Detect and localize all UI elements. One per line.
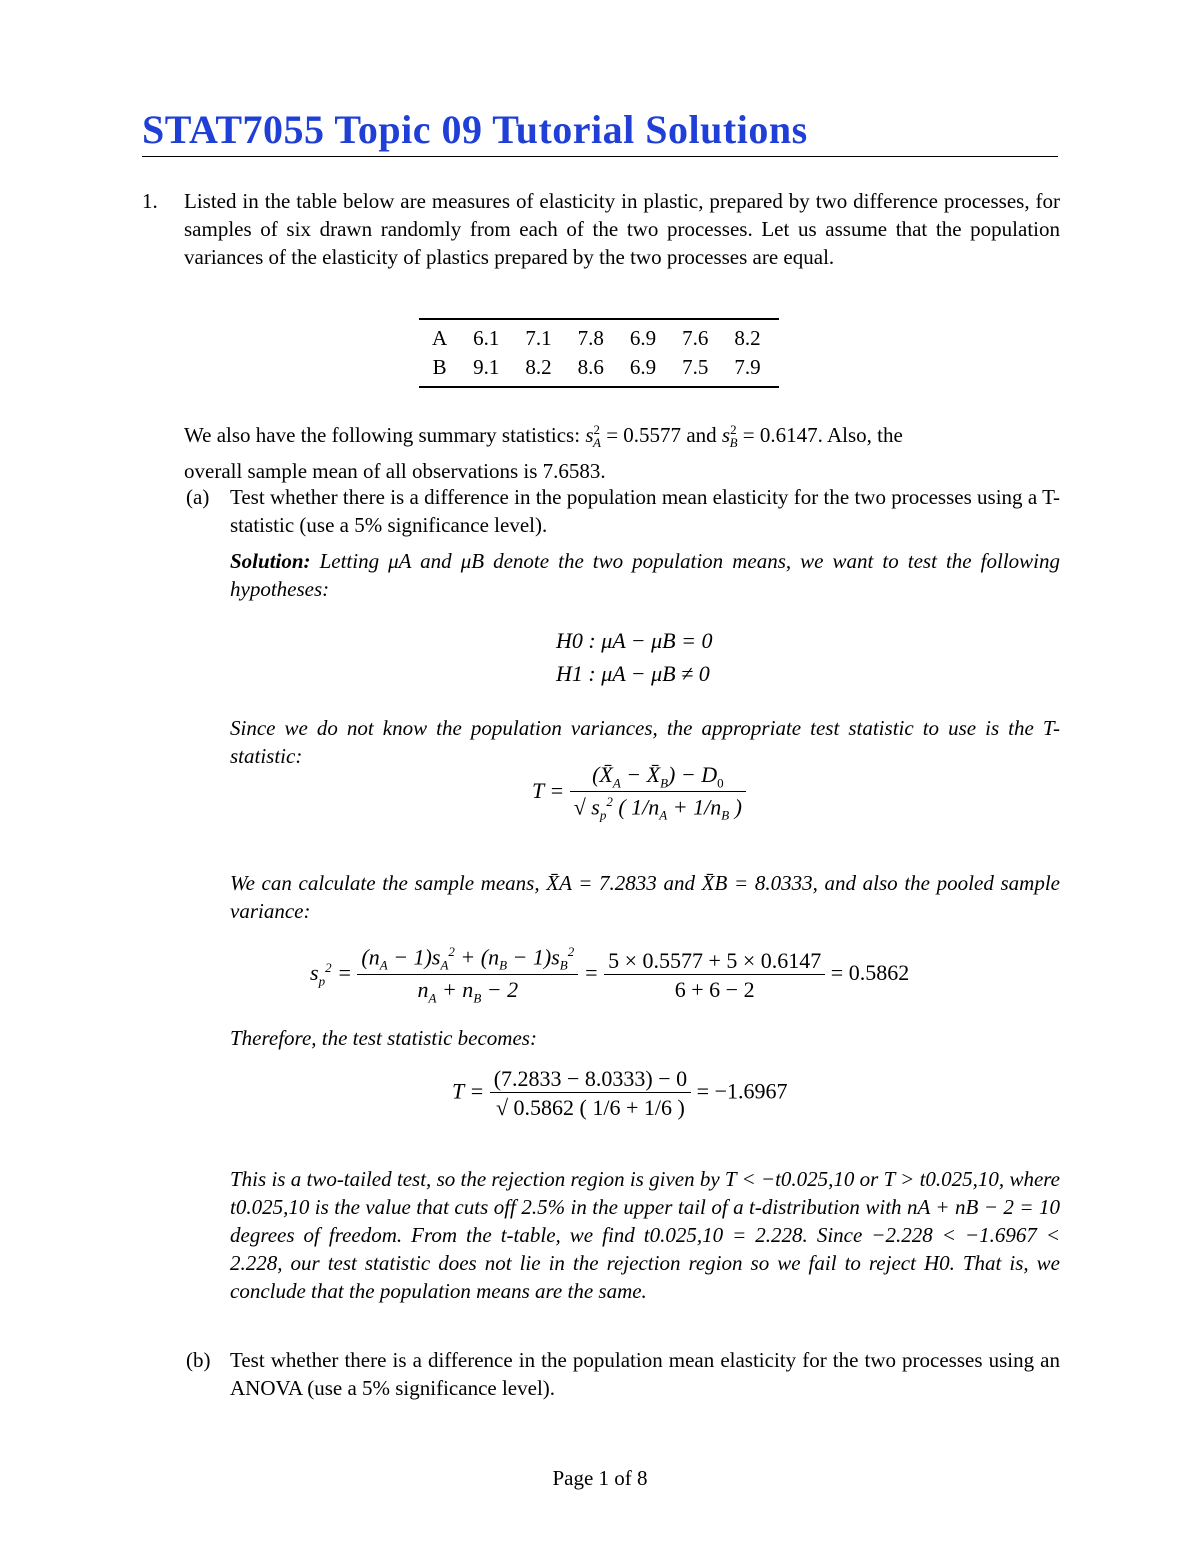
solution-intro: Solution: Letting μA and μB denote the two population means, we want to test the following hypotheses: [230,549,1061,601]
part-b-label: (b) [186,1348,211,1372]
table-top-rule [419,318,779,320]
cell: 8.6 [577,355,604,379]
summary-statistics: We also have the following summary statistics: $s^2_A = 0.5577$ and $s^2_B = 0.6147$. Also, the overall sample mean of all observations is 7.6583. [184,422,903,484]
part-a-label: (a) [186,485,210,509]
elasticity-table [419,324,774,382]
table-row [419,324,774,353]
table-row [419,353,774,382]
cell: 7.6 [682,326,709,350]
row-label: B [432,355,447,379]
page-title: STAT7055 Topic 09 Tutorial Solutions [142,107,808,152]
row-label: A [432,326,448,350]
cell: 7.8 [577,326,604,350]
cell: 8.2 [734,326,761,350]
cell: 7.9 [734,355,761,379]
cell: 6.9 [629,355,657,379]
solution-label: Solution: [230,549,311,573]
table-bottom-rule [419,386,779,388]
title-rule [142,156,1058,157]
cell: 9.1 [473,355,500,379]
part-b-question: Test whether there is a difference in the population mean elasticity for the two processes using an ANOVA (use a 5% significance level). [230,1348,1060,1400]
cell: 8.2 [525,355,552,379]
cell: 7.1 [525,326,552,350]
page-number: Page 1 of 8 [552,1466,648,1490]
conclusion-text: This is a two-tailed test, so the rejection region is given by T < −t0.025,10 or T > t0.025,10, where t0.025,10 is the value that cuts off 2.5% in the upper tail of a t-distribution with nA + nB − 2 = 10 degrees of freedom. From the t-table, we find t0.025,10 = 2.228. Since −2.228 < −1.6967 < 2.228, our test statistic does not lie in the rejection region so we fail to reject H0. That is, we conclude that the population means are the same. [230,1167,1060,1303]
pooled-variance-formula: $s_p^2$ = $\frac{(n_A - 1)s_A^2 + (n_B - 1)s_B^2}{n_A + n_B - 2}$ = $\frac{5 \times 0.5577 + 5 \times 0.6147}{6 + 6 - 2}$ = 0.5862 [310,944,910,1006]
cell: 6.9 [629,326,657,350]
question-number: 1. [142,189,158,213]
hypothesis-h0: H0 : μA − μB = 0 [556,628,713,653]
calc-text: We can calculate the sample means, X̄A = 7.2833 and X̄B = 8.0333, and also the pooled sample variance: [230,871,1060,923]
question-intro: Listed in the table below are measures of elasticity in plastic, prepared by two difference processes, for samples of six drawn randomly from each of the two processes. Let us assume that the population variances of the elasticity of plastics prepared by the two processes are equal. [184,189,1060,269]
hypothesis-h1: H1 : μA − μB ≠ 0 [556,661,710,686]
cell: 7.5 [682,355,709,379]
cell: 6.1 [473,326,500,350]
part-a-question: Test whether there is a difference in the population mean elasticity for the two processes using a T-statistic (use a 5% significance level). [230,485,1060,537]
t-statistic-value: T = $\frac{(7.2833 - 8.0333) - 0}{√ 0.5862 ( 1/6 + 1/6 )}$ = −1.6967 [452,1066,788,1120]
therefore-text: Therefore, the test statistic becomes: [230,1026,537,1050]
since-text: Since we do not know the population variances, the appropriate test statistic to use is the T-statistic: [230,716,1060,768]
t-statistic-formula: T = $\frac{(X̄_A - X̄_B) - D_0}{√ s_p^2 ( 1/n_A + 1/n_B )}$ [532,762,746,824]
